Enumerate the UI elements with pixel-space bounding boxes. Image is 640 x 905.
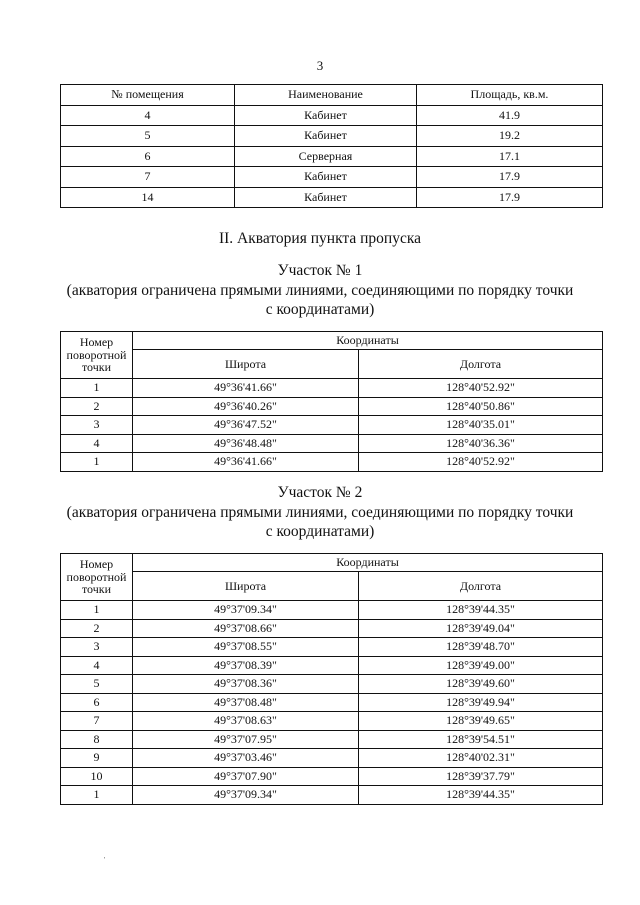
header-longitude: Долгота [359,572,603,601]
table-row [61,126,603,147]
room-number-cell: 5 [61,126,235,147]
point-number-cell: 1 [61,786,133,805]
plot-2-coordinates-table [60,553,603,805]
longitude-cell: 128°40'35.01" [359,416,603,435]
room-name-cell: Кабинет [235,105,417,126]
table-row [61,146,603,167]
point-number-cell: 5 [61,675,133,694]
latitude-cell: 49°37'07.90" [133,767,359,786]
point-number-cell: 2 [61,619,133,638]
section-title: II. Акватория пункта пропуска [218,230,422,247]
room-number-cell: 4 [61,105,235,126]
table-row [61,416,603,435]
latitude-cell: 49°36'48.48" [133,434,359,453]
longitude-cell: 128°39'48.70" [359,638,603,657]
table-row [61,187,603,208]
longitude-cell: 128°40'52.92" [359,379,603,398]
table-row [61,434,603,453]
table-row [61,453,603,472]
table-row [61,638,603,657]
latitude-cell: 49°37'08.63" [133,712,359,731]
table-row [61,397,603,416]
plot-1-description-line2: с координатами) [265,300,375,318]
latitude-cell: 49°36'40.26" [133,397,359,416]
table-row [61,105,603,126]
point-number-cell: 1 [61,453,133,472]
latitude-cell: 49°37'07.95" [133,730,359,749]
point-number-cell: 6 [61,693,133,712]
table-row [61,693,603,712]
latitude-cell: 49°37'08.36" [133,675,359,694]
longitude-cell: 128°40'36.36" [359,434,603,453]
room-number-cell: 14 [61,187,235,208]
plot-1-description [0,282,640,320]
header-coordinates: Координаты [133,332,603,350]
room-area-cell: 17.1 [417,146,603,167]
longitude-cell: 128°39'49.94" [359,693,603,712]
plot-2-title: Участок № 2 [277,484,363,501]
header-room-name: Наименование [235,85,417,106]
table-row [61,712,603,731]
longitude-cell: 128°40'02.31" [359,749,603,768]
room-area-cell: 41.9 [417,105,603,126]
longitude-cell: 128°39'37.79" [359,767,603,786]
latitude-cell: 49°36'47.52" [133,416,359,435]
longitude-cell: 128°40'52.92" [359,453,603,472]
point-number-cell: 2 [61,397,133,416]
longitude-cell: 128°39'44.35" [359,786,603,805]
room-area-cell: 19.2 [417,126,603,147]
longitude-cell: 128°39'49.04" [359,619,603,638]
page-number: 3 [316,58,324,73]
scan-mark: ' [104,856,106,864]
latitude-cell: 49°36'41.66" [133,453,359,472]
point-number-cell: 1 [61,601,133,620]
point-number-cell: 1 [61,379,133,398]
longitude-cell: 128°39'49.60" [359,675,603,694]
header-room-number: № помещения [61,85,235,106]
header-room-area: Площадь, кв.м. [417,85,603,106]
rooms-table [60,84,603,208]
header-point-number: Номер поворотной точки [61,332,133,379]
latitude-cell: 49°37'03.46" [133,749,359,768]
table-row [61,786,603,805]
header-point-number: Номер поворотной точки [61,554,133,601]
room-name-cell: Кабинет [235,126,417,147]
point-number-cell: 3 [61,416,133,435]
table-row [61,619,603,638]
longitude-cell: 128°40'50.86" [359,397,603,416]
header-latitude: Широта [133,350,359,379]
table-row [61,749,603,768]
room-name-cell: Кабинет [235,187,417,208]
table-row [61,167,603,188]
table-row [61,730,603,749]
latitude-cell: 49°37'08.66" [133,619,359,638]
point-number-cell: 3 [61,638,133,657]
table-row [61,767,603,786]
longitude-cell: 128°39'49.65" [359,712,603,731]
latitude-cell: 49°37'08.39" [133,656,359,675]
room-number-cell: 7 [61,167,235,188]
table-row [61,379,603,398]
plot-2-description [0,504,640,542]
point-number-cell: 8 [61,730,133,749]
point-number-cell: 9 [61,749,133,768]
point-number-cell: 7 [61,712,133,731]
header-latitude: Широта [133,572,359,601]
rooms-table-header [61,85,603,106]
plot-1-coordinates-table [60,331,603,472]
room-number-cell: 6 [61,146,235,167]
header-coordinates: Координаты [133,554,603,572]
latitude-cell: 49°37'09.34" [133,786,359,805]
table-row [61,601,603,620]
room-area-cell: 17.9 [417,187,603,208]
plot-2-description-line1: (акватория ограничена прямыми линиями, соединяющими по порядку точки [66,504,574,521]
longitude-cell: 128°39'44.35" [359,601,603,620]
latitude-cell: 49°37'08.48" [133,693,359,712]
room-name-cell: Кабинет [235,167,417,188]
room-area-cell: 17.9 [417,167,603,188]
plot-1-title: Участок № 1 [277,262,363,279]
point-number-cell: 4 [61,656,133,675]
longitude-cell: 128°39'49.00" [359,656,603,675]
point-number-cell: 4 [61,434,133,453]
latitude-cell: 49°37'08.55" [133,638,359,657]
latitude-cell: 49°36'41.66" [133,379,359,398]
table-row [61,675,603,694]
header-longitude: Долгота [359,350,603,379]
plot-1-description-line1: (акватория ограничена прямыми линиями, соединяющими по порядку точки [66,282,574,299]
point-number-cell: 10 [61,767,133,786]
longitude-cell: 128°39'54.51" [359,730,603,749]
room-name-cell: Серверная [235,146,417,167]
table-row [61,656,603,675]
plot-2-description-line2: с координатами) [265,522,375,540]
latitude-cell: 49°37'09.34" [133,601,359,620]
